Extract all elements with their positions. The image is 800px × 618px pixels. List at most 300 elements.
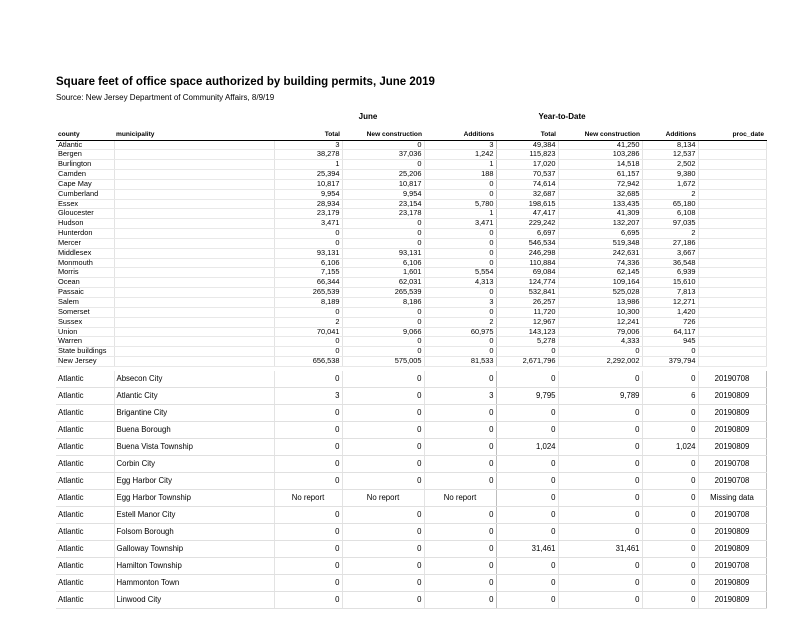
june-new-construction-cell: 6,106	[342, 258, 424, 268]
june-additions-cell: 188	[424, 170, 496, 180]
ytd-total-cell: 26,257	[496, 298, 558, 308]
june-additions-cell: 0	[424, 179, 496, 189]
ytd-additions-cell: 379,794	[642, 357, 698, 367]
county-cell: Hudson	[56, 219, 114, 229]
ytd-additions-cell: 36,548	[642, 258, 698, 268]
ytd-new-construction-cell: 0	[558, 524, 642, 541]
ytd-total-cell: 0	[496, 490, 558, 507]
county-cell: Camden	[56, 170, 114, 180]
ytd-new-construction-cell: 10,300	[558, 307, 642, 317]
municipality-row	[56, 592, 766, 609]
proc-date-cell	[698, 298, 766, 308]
proc-date-cell	[698, 307, 766, 317]
ytd-total-cell: 70,537	[496, 170, 558, 180]
june-new-construction-cell: 0	[342, 575, 424, 592]
col-header-ytd-additions: Additions	[642, 126, 698, 140]
county-cell: State buildings	[56, 347, 114, 357]
county-cell: Atlantic	[56, 473, 114, 490]
june-additions-cell: 0	[424, 592, 496, 609]
county-row	[56, 347, 766, 357]
county-cell: Gloucester	[56, 209, 114, 219]
municipality-cell	[114, 347, 274, 357]
june-new-construction-cell: 93,131	[342, 248, 424, 258]
june-total-cell: 1	[274, 160, 342, 170]
ytd-total-cell: 0	[496, 575, 558, 592]
county-cell: Ocean	[56, 278, 114, 288]
county-cell: Bergen	[56, 150, 114, 160]
june-additions-cell: No report	[424, 490, 496, 507]
source-note: Source: New Jersey Department of Community Affairs, 8/9/19	[56, 93, 275, 102]
municipality-cell	[114, 160, 274, 170]
proc-date-cell	[698, 317, 766, 327]
county-row	[56, 238, 766, 248]
june-total-cell: No report	[274, 490, 342, 507]
ytd-new-construction-cell: 79,006	[558, 327, 642, 337]
june-additions-cell: 0	[424, 238, 496, 248]
june-total-cell: 0	[274, 405, 342, 422]
ytd-new-construction-cell: 0	[558, 575, 642, 592]
june-new-construction-cell: 0	[342, 371, 424, 388]
county-cell: Middlesex	[56, 248, 114, 258]
proc-date-cell: 20190809	[698, 575, 766, 592]
june-new-construction-cell: 0	[342, 238, 424, 248]
ytd-total-cell: 546,534	[496, 238, 558, 248]
june-new-construction-cell: 0	[342, 439, 424, 456]
ytd-new-construction-cell: 4,333	[558, 337, 642, 347]
county-row	[56, 298, 766, 308]
county-cell: Atlantic	[56, 558, 114, 575]
june-additions-cell: 0	[424, 307, 496, 317]
ytd-new-construction-cell: 0	[558, 558, 642, 575]
county-cell: Somerset	[56, 307, 114, 317]
group-header-june: June	[358, 112, 378, 121]
ytd-new-construction-cell: 109,164	[558, 278, 642, 288]
june-new-construction-cell: 0	[342, 317, 424, 327]
june-total-cell: 93,131	[274, 248, 342, 258]
municipality-cell	[114, 238, 274, 248]
ytd-additions-cell: 0	[642, 558, 698, 575]
ytd-new-construction-cell: 0	[558, 456, 642, 473]
county-cell: Monmouth	[56, 258, 114, 268]
ytd-additions-cell: 0	[642, 473, 698, 490]
ytd-total-cell: 2,671,796	[496, 357, 558, 367]
june-new-construction-cell: 23,178	[342, 209, 424, 219]
proc-date-cell: 20190809	[698, 405, 766, 422]
ytd-new-construction-cell: 0	[558, 422, 642, 439]
municipality-cell	[114, 268, 274, 278]
ytd-additions-cell: 1,420	[642, 307, 698, 317]
ytd-additions-cell: 1,672	[642, 179, 698, 189]
county-row	[56, 248, 766, 258]
june-additions-cell: 0	[424, 405, 496, 422]
ytd-additions-cell: 6,108	[642, 209, 698, 219]
ytd-additions-cell: 0	[642, 422, 698, 439]
ytd-new-construction-cell: 0	[558, 405, 642, 422]
municipality-row	[56, 439, 766, 456]
municipality-row	[56, 405, 766, 422]
june-new-construction-cell: 0	[342, 307, 424, 317]
county-cell: Union	[56, 327, 114, 337]
county-cell: Burlington	[56, 160, 114, 170]
ytd-new-construction-cell: 242,631	[558, 248, 642, 258]
ytd-total-cell: 115,823	[496, 150, 558, 160]
proc-date-cell	[698, 179, 766, 189]
ytd-total-cell: 0	[496, 347, 558, 357]
june-new-construction-cell: 62,031	[342, 278, 424, 288]
ytd-new-construction-cell: 41,250	[558, 140, 642, 150]
proc-date-cell: 20190809	[698, 422, 766, 439]
june-additions-cell: 0	[424, 575, 496, 592]
june-new-construction-cell: 23,154	[342, 199, 424, 209]
ytd-total-cell: 198,615	[496, 199, 558, 209]
ytd-additions-cell: 6,939	[642, 268, 698, 278]
proc-date-cell	[698, 337, 766, 347]
county-cell: Atlantic	[56, 371, 114, 388]
municipality-cell: Buena Vista Township	[114, 439, 274, 456]
municipality-cell	[114, 307, 274, 317]
june-new-construction-cell: 0	[342, 422, 424, 439]
june-total-cell: 25,394	[274, 170, 342, 180]
june-new-construction-cell: 0	[342, 347, 424, 357]
ytd-additions-cell: 945	[642, 337, 698, 347]
municipality-cell	[114, 298, 274, 308]
county-row	[56, 278, 766, 288]
proc-date-cell: 20190708	[698, 558, 766, 575]
col-header-june-new-construction: New construction	[342, 126, 424, 140]
june-total-cell: 0	[274, 592, 342, 609]
proc-date-cell	[698, 357, 766, 367]
county-cell: Cumberland	[56, 189, 114, 199]
ytd-additions-cell: 2	[642, 189, 698, 199]
county-cell: Cape May	[56, 179, 114, 189]
municipality-row	[56, 422, 766, 439]
june-additions-cell: 0	[424, 337, 496, 347]
ytd-additions-cell: 726	[642, 317, 698, 327]
proc-date-cell: 20190708	[698, 371, 766, 388]
june-new-construction-cell: 0	[342, 160, 424, 170]
june-total-cell: 656,538	[274, 357, 342, 367]
ytd-new-construction-cell: 0	[558, 371, 642, 388]
municipality-cell: Galloway Township	[114, 541, 274, 558]
municipality-detail-table	[56, 371, 767, 609]
june-total-cell: 0	[274, 238, 342, 248]
june-additions-cell: 1,242	[424, 150, 496, 160]
ytd-total-cell: 17,020	[496, 160, 558, 170]
county-row	[56, 288, 766, 298]
municipality-cell	[114, 189, 274, 199]
proc-date-cell: Missing data	[698, 490, 766, 507]
county-cell: Atlantic	[56, 541, 114, 558]
june-total-cell: 0	[274, 371, 342, 388]
municipality-row	[56, 524, 766, 541]
county-row	[56, 317, 766, 327]
county-cell: Atlantic	[56, 388, 114, 405]
ytd-additions-cell: 12,537	[642, 150, 698, 160]
june-new-construction-cell: 0	[342, 473, 424, 490]
ytd-total-cell: 0	[496, 371, 558, 388]
municipality-row	[56, 388, 766, 405]
municipality-cell	[114, 140, 274, 150]
june-total-cell: 10,817	[274, 179, 342, 189]
june-additions-cell: 0	[424, 507, 496, 524]
county-cell: Hunterdon	[56, 229, 114, 239]
june-new-construction-cell: 37,036	[342, 150, 424, 160]
june-new-construction-cell: 0	[342, 337, 424, 347]
ytd-total-cell: 0	[496, 405, 558, 422]
june-additions-cell: 81,533	[424, 357, 496, 367]
county-row	[56, 258, 766, 268]
june-total-cell: 7,155	[274, 268, 342, 278]
june-additions-cell: 0	[424, 288, 496, 298]
ytd-additions-cell: 97,035	[642, 219, 698, 229]
june-total-cell: 23,179	[274, 209, 342, 219]
ytd-total-cell: 9,795	[496, 388, 558, 405]
municipality-cell	[114, 209, 274, 219]
ytd-total-cell: 532,841	[496, 288, 558, 298]
col-header-municipality: municipality	[114, 126, 274, 140]
ytd-new-construction-cell: 9,789	[558, 388, 642, 405]
june-additions-cell: 3,471	[424, 219, 496, 229]
june-new-construction-cell: 0	[342, 140, 424, 150]
june-additions-cell: 0	[424, 258, 496, 268]
june-total-cell: 0	[274, 229, 342, 239]
proc-date-cell: 20190708	[698, 473, 766, 490]
county-row	[56, 150, 766, 160]
ytd-additions-cell: 2	[642, 229, 698, 239]
county-row	[56, 219, 766, 229]
ytd-total-cell: 0	[496, 558, 558, 575]
county-row	[56, 170, 766, 180]
county-cell: Mercer	[56, 238, 114, 248]
proc-date-cell: 20190809	[698, 541, 766, 558]
june-additions-cell: 0	[424, 439, 496, 456]
june-total-cell: 265,539	[274, 288, 342, 298]
municipality-cell	[114, 357, 274, 367]
june-total-cell: 38,278	[274, 150, 342, 160]
ytd-additions-cell: 0	[642, 592, 698, 609]
proc-date-cell	[698, 219, 766, 229]
june-additions-cell: 3	[424, 298, 496, 308]
ytd-additions-cell: 15,610	[642, 278, 698, 288]
ytd-additions-cell: 64,117	[642, 327, 698, 337]
municipality-cell: Brigantine City	[114, 405, 274, 422]
june-new-construction-cell: 0	[342, 405, 424, 422]
june-additions-cell: 1	[424, 160, 496, 170]
county-row	[56, 199, 766, 209]
ytd-total-cell: 0	[496, 524, 558, 541]
ytd-total-cell: 0	[496, 507, 558, 524]
municipality-cell	[114, 179, 274, 189]
col-header-june-additions: Additions	[424, 126, 496, 140]
june-total-cell: 2	[274, 317, 342, 327]
municipality-cell	[114, 258, 274, 268]
june-new-construction-cell: 0	[342, 541, 424, 558]
ytd-new-construction-cell: 61,157	[558, 170, 642, 180]
county-cell: Warren	[56, 337, 114, 347]
proc-date-cell	[698, 268, 766, 278]
proc-date-cell: 20190708	[698, 507, 766, 524]
proc-date-cell	[698, 288, 766, 298]
june-total-cell: 0	[274, 439, 342, 456]
june-new-construction-cell: 0	[342, 507, 424, 524]
june-total-cell: 0	[274, 456, 342, 473]
ytd-additions-cell: 65,180	[642, 199, 698, 209]
june-additions-cell: 5,554	[424, 268, 496, 278]
municipality-row	[56, 558, 766, 575]
proc-date-cell	[698, 189, 766, 199]
municipality-row	[56, 507, 766, 524]
county-row	[56, 337, 766, 347]
ytd-additions-cell: 12,271	[642, 298, 698, 308]
ytd-new-construction-cell: 31,461	[558, 541, 642, 558]
ytd-new-construction-cell: 62,145	[558, 268, 642, 278]
municipality-cell	[114, 288, 274, 298]
county-cell: Salem	[56, 298, 114, 308]
municipality-cell	[114, 337, 274, 347]
ytd-total-cell: 143,123	[496, 327, 558, 337]
col-header-proc-date: proc_date	[698, 126, 766, 140]
ytd-total-cell: 49,384	[496, 140, 558, 150]
municipality-cell	[114, 170, 274, 180]
municipality-cell: Egg Harbor Township	[114, 490, 274, 507]
ytd-additions-cell: 8,134	[642, 140, 698, 150]
county-cell: Essex	[56, 199, 114, 209]
county-cell: Sussex	[56, 317, 114, 327]
proc-date-cell	[698, 160, 766, 170]
municipality-cell	[114, 219, 274, 229]
ytd-total-cell: 74,614	[496, 179, 558, 189]
county-cell: Passaic	[56, 288, 114, 298]
june-total-cell: 3,471	[274, 219, 342, 229]
june-total-cell: 0	[274, 507, 342, 524]
ytd-new-construction-cell: 103,286	[558, 150, 642, 160]
ytd-additions-cell: 0	[642, 371, 698, 388]
proc-date-cell	[698, 199, 766, 209]
june-new-construction-cell: 575,005	[342, 357, 424, 367]
county-row	[56, 160, 766, 170]
ytd-new-construction-cell: 41,309	[558, 209, 642, 219]
county-cell: Atlantic	[56, 140, 114, 150]
county-cell: Atlantic	[56, 524, 114, 541]
ytd-additions-cell: 2,502	[642, 160, 698, 170]
june-total-cell: 0	[274, 307, 342, 317]
municipality-cell	[114, 150, 274, 160]
ytd-total-cell: 69,084	[496, 268, 558, 278]
county-cell: Atlantic	[56, 405, 114, 422]
municipality-cell	[114, 229, 274, 239]
municipality-cell: Absecon City	[114, 371, 274, 388]
june-additions-cell: 0	[424, 347, 496, 357]
ytd-additions-cell: 0	[642, 456, 698, 473]
june-additions-cell: 60,975	[424, 327, 496, 337]
june-total-cell: 9,954	[274, 189, 342, 199]
june-new-construction-cell: 9,066	[342, 327, 424, 337]
june-total-cell: 0	[274, 337, 342, 347]
june-new-construction-cell: 0	[342, 456, 424, 473]
june-total-cell: 70,041	[274, 327, 342, 337]
county-cell: New Jersey	[56, 357, 114, 367]
county-row	[56, 327, 766, 337]
june-additions-cell: 3	[424, 140, 496, 150]
proc-date-cell: 20190809	[698, 524, 766, 541]
june-total-cell: 66,344	[274, 278, 342, 288]
ytd-total-cell: 0	[496, 422, 558, 439]
ytd-additions-cell: 3,667	[642, 248, 698, 258]
ytd-new-construction-cell: 0	[558, 490, 642, 507]
june-total-cell: 3	[274, 388, 342, 405]
municipality-cell: Hammonton Town	[114, 575, 274, 592]
municipality-row	[56, 456, 766, 473]
ytd-new-construction-cell: 519,348	[558, 238, 642, 248]
ytd-new-construction-cell: 0	[558, 507, 642, 524]
col-header-ytd-total: Total	[496, 126, 558, 140]
ytd-total-cell: 1,024	[496, 439, 558, 456]
municipality-row	[56, 371, 766, 388]
june-additions-cell: 0	[424, 229, 496, 239]
june-additions-cell: 0	[424, 189, 496, 199]
county-cell: Atlantic	[56, 507, 114, 524]
june-new-construction-cell: 25,206	[342, 170, 424, 180]
municipality-cell: Folsom Borough	[114, 524, 274, 541]
proc-date-cell	[698, 258, 766, 268]
page-title: Square feet of office space authorized by building permits, June 2019	[56, 76, 435, 88]
june-new-construction-cell: 1,601	[342, 268, 424, 278]
county-cell: Atlantic	[56, 439, 114, 456]
ytd-new-construction-cell: 74,336	[558, 258, 642, 268]
county-row	[56, 307, 766, 317]
ytd-additions-cell: 27,186	[642, 238, 698, 248]
ytd-total-cell: 229,242	[496, 219, 558, 229]
june-total-cell: 3	[274, 140, 342, 150]
ytd-total-cell: 124,774	[496, 278, 558, 288]
june-new-construction-cell: 10,817	[342, 179, 424, 189]
ytd-additions-cell: 0	[642, 507, 698, 524]
june-new-construction-cell: 9,954	[342, 189, 424, 199]
june-additions-cell: 0	[424, 473, 496, 490]
june-additions-cell: 0	[424, 371, 496, 388]
county-cell: Atlantic	[56, 592, 114, 609]
june-additions-cell: 0	[424, 558, 496, 575]
june-new-construction-cell: 0	[342, 229, 424, 239]
june-total-cell: 28,934	[274, 199, 342, 209]
county-row	[56, 229, 766, 239]
ytd-additions-cell: 9,380	[642, 170, 698, 180]
municipality-row	[56, 490, 766, 507]
proc-date-cell: 20190708	[698, 456, 766, 473]
june-new-construction-cell: No report	[342, 490, 424, 507]
ytd-total-cell: 5,278	[496, 337, 558, 347]
county-summary-table	[56, 126, 767, 367]
ytd-total-cell: 11,720	[496, 307, 558, 317]
col-header-ytd-new-construction: New construction	[558, 126, 642, 140]
municipality-cell: Estell Manor City	[114, 507, 274, 524]
ytd-total-cell: 0	[496, 456, 558, 473]
county-row	[56, 140, 766, 150]
municipality-cell: Hamilton Township	[114, 558, 274, 575]
proc-date-cell: 20190809	[698, 388, 766, 405]
june-additions-cell: 5,780	[424, 199, 496, 209]
proc-date-cell	[698, 347, 766, 357]
june-new-construction-cell: 0	[342, 592, 424, 609]
june-additions-cell: 0	[424, 422, 496, 439]
county-cell: Atlantic	[56, 575, 114, 592]
ytd-new-construction-cell: 13,986	[558, 298, 642, 308]
county-row	[56, 357, 766, 367]
municipality-cell: Linwood City	[114, 592, 274, 609]
county-row	[56, 268, 766, 278]
ytd-new-construction-cell: 0	[558, 347, 642, 357]
municipality-cell: Corbin City	[114, 456, 274, 473]
